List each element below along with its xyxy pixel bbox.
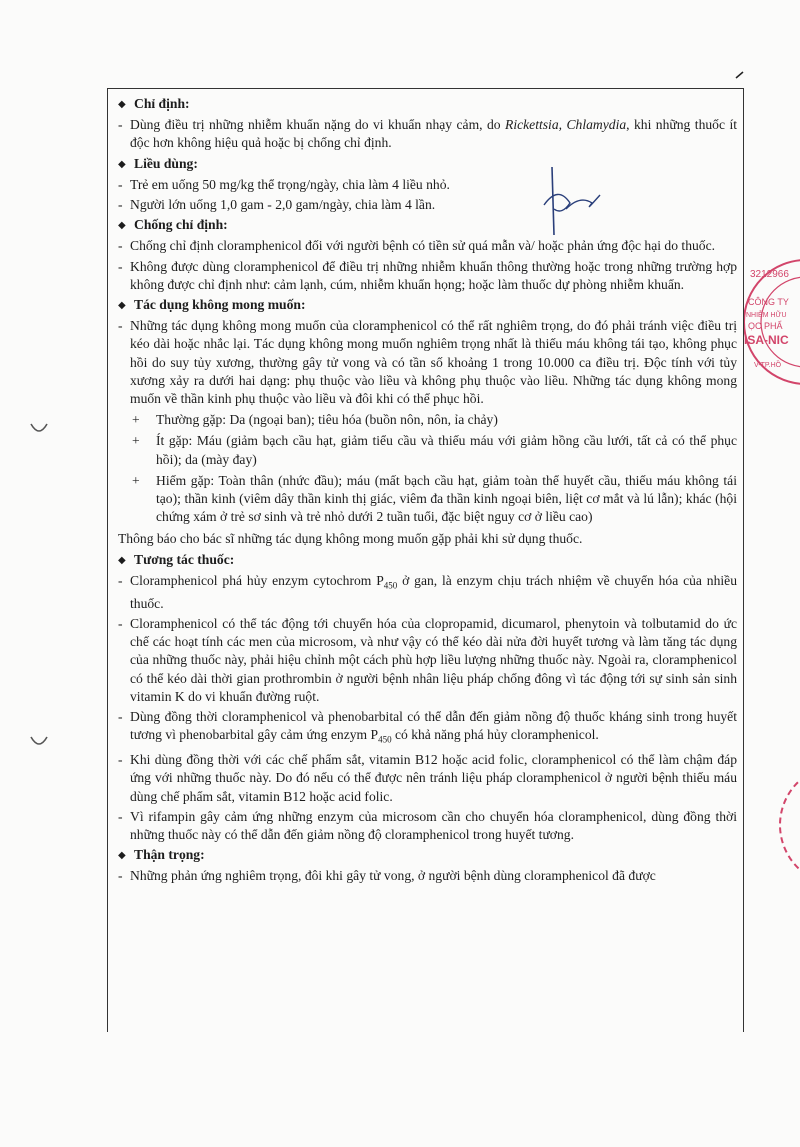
- svg-text:ISA-NIC: ISA-NIC: [744, 333, 789, 347]
- section-heading-interactions: ◆ Tương tác thuốc:: [118, 551, 737, 570]
- interactions-item-metabolism: - Cloramphenicol có thể tác động tới chuyển hóa của clopropamid, dicumarol, phenytoin và tolbutamid do ức chế các hoạt tính các men của microsom, và như vậy có thể kéo dài nửa đời huyết tương và làm tăng tác dụng của những thuốc này, phải hiệu chỉnh một cách phù hợp liều lượng những thuốc này. Ngoài ra, cloramphenicol có thể kéo dài thời gian prothrombin ở người bệnh nhân liệu pháp chống đông vì tác động tới sự sinh sản sinh vitamin K do vi khuẩn đường ruột.: [118, 616, 737, 704]
- section-heading-dosage: ◆ Liều dùng:: [118, 155, 737, 174]
- interactions-item-iron-b12: - Khi dùng đồng thời với các chế phẩm sắt, vitamin B12 hoặc acid folic, cloramphenicol có thể làm chậm đáp ứng với những thuốc này. Do đó nếu có thể được nên tránh liệu pháp cloramphenicol ở người bệnh thiếu máu dùng chế phẩm sắt, vitamin B12 hoặc acid folic.: [118, 752, 737, 804]
- dosage-item-adults: - Người lớn uống 1,0 gam - 2,0 gam/ngày, chia làm 4 lần.: [118, 197, 436, 213]
- contraindications-item-hypersensitivity: - Chống chỉ định cloramphenicol đối với người bệnh có tiền sử quá mẫn và/ hoặc phản ứng độc hại do thuốc.: [118, 238, 716, 254]
- precautions-item: - Những phản ứng nghiêm trọng, đôi khi gây tử vong, ở người bệnh dùng cloramphenicol đã được: [118, 868, 656, 884]
- interactions-item-cytochrome: - Cloramphenicol phá hủy enzym cytochrom $P_{450}$ ở gan, là enzym chịu trách nhiệm về chuyển hóa của nhiều thuốc.: [118, 572, 737, 611]
- bullet-icon: ◆: [118, 850, 126, 862]
- tick-mark-icon: [734, 70, 746, 80]
- interactions-item-rifampin: - Vì rifampin gây cảm ứng những enzym của microsom cần cho chuyển hóa cloramphenicol, dùng đồng thời những thuốc này có thể dẫn đến giảm nồng độ cloramphenicol trong huyết tương.: [118, 808, 737, 842]
- side-effects-common: + Thường gặp: Da (ngoại ban); tiêu hóa (buồn nôn, nôn, ỉa chảy): [132, 412, 498, 428]
- contraindications-item-common-infections: - Không được dùng cloramphenicol để điều trị những nhiễm khuẩn thông thường hoặc trong những trường hợp không được chỉ định như: cảm lạnh, cúm, nhiễm khuẩn họng; hoặc làm thuốc dự phòng nhiễm khuẩn.: [118, 258, 737, 292]
- section-heading-precautions: ◆ Thận trọng:: [118, 846, 737, 865]
- section-heading-contraindications: ◆ Chống chỉ định:: [118, 216, 737, 235]
- svg-text:V-TP.HỒ: V-TP.HỒ: [754, 362, 782, 369]
- stamp-image: [742, 247, 800, 397]
- svg-text:NHIỄM HỮU: NHIỄM HỮU: [746, 312, 787, 319]
- interactions-item-phenobarbital: - Dùng đồng thời cloramphenicol và phenobarbital có thể dẫn đến giảm nồng độ thuốc kháng sinh trong huyết tương vì phenobarbital gây cảm ứng enzym $P_{450}$ có khả năng phá hủy cloramphenicol.: [118, 709, 737, 745]
- side-effects-rare: + Hiếm gặp: Toàn thân (nhức đầu); máu (mất bạch cầu hạt, giảm toàn thể huyết cầu, thiếu máu không tái tạo); thần kinh (viêm dây thần kinh thị giác, viêm đa thần kinh ngoại biên, liệt cơ mắt và lú lẫn); khác (hội chứng xám ở trẻ sơ sinh và trẻ nhỏ dưới 2 tuần tuổi, đặc biệt nguy cơ ở liều cao): [132, 472, 737, 525]
- side-effects-item: - Những tác dụng không mong muốn của cloramphenicol có thể rất nghiêm trọng, do đó phải tránh việc điều trị kéo dài hoặc nhắc lại. Tác dụng không mong muốn nghiêm trọng nhất là thiếu máu không tái tạo, không phục hồi do suy tủy xương, thường gây tử vong và có tần số khoảng 1 trong 10.000 ca điều trị. Độc tính với tủy xương xảy ra dưới hai dạng: phụ thuộc vào liều và không phụ thuộc vào liều. Những tác dụng không mong muốn về thần kinh phụ thuộc vào liều và đôi khi có thể phục hồi.: [118, 318, 737, 407]
- section-heading-indications: ◆ Chỉ định:: [118, 95, 737, 114]
- bullet-icon: ◆: [118, 158, 126, 170]
- svg-text:ỌC PHẨ: ỌC PHẨ: [748, 321, 783, 331]
- punch-hole-mark-top: [28, 420, 50, 438]
- bullet-icon: ◆: [118, 99, 126, 110]
- svg-text:3212966: 3212966: [750, 269, 789, 280]
- document-frame: [107, 88, 744, 1032]
- bullet-icon: ◆: [118, 300, 126, 312]
- dosage-item-children: - Trẻ em uống 50 mg/kg thể trọng/ngày, chia làm 4 liều nhỏ.: [118, 176, 450, 192]
- company-stamp: [742, 247, 800, 397]
- bullet-icon: ◆: [118, 220, 126, 232]
- stamp-edge-mark: [770, 760, 800, 890]
- punch-hole-mark-bottom: [28, 733, 50, 751]
- indications-item: - Dùng điều trị những nhiễm khuẩn nặng do vi khuẩn nhạy cảm, do Rickettsia, Chlamydia, khi những thuốc ít độc hơn không hiệu quả hoặc bị chống chỉ định.: [118, 117, 737, 151]
- side-effects-uncommon: + Ít gặp: Máu (giảm bạch cầu hạt, giảm tiểu cầu và thiếu máu với giảm hồng cầu lưới, tất cả có thể phục hồi); da (mày đay): [132, 433, 737, 467]
- svg-text:CÔNG TY: CÔNG TY: [748, 297, 789, 307]
- bullet-icon: ◆: [118, 554, 126, 566]
- side-effects-note: Thông báo cho bác sĩ những tác dụng không mong muốn gặp phải khi sử dụng thuốc.: [118, 531, 583, 547]
- document-content: [118, 93, 737, 886]
- section-heading-side-effects: ◆ Tác dụng không mong muốn:: [118, 296, 737, 315]
